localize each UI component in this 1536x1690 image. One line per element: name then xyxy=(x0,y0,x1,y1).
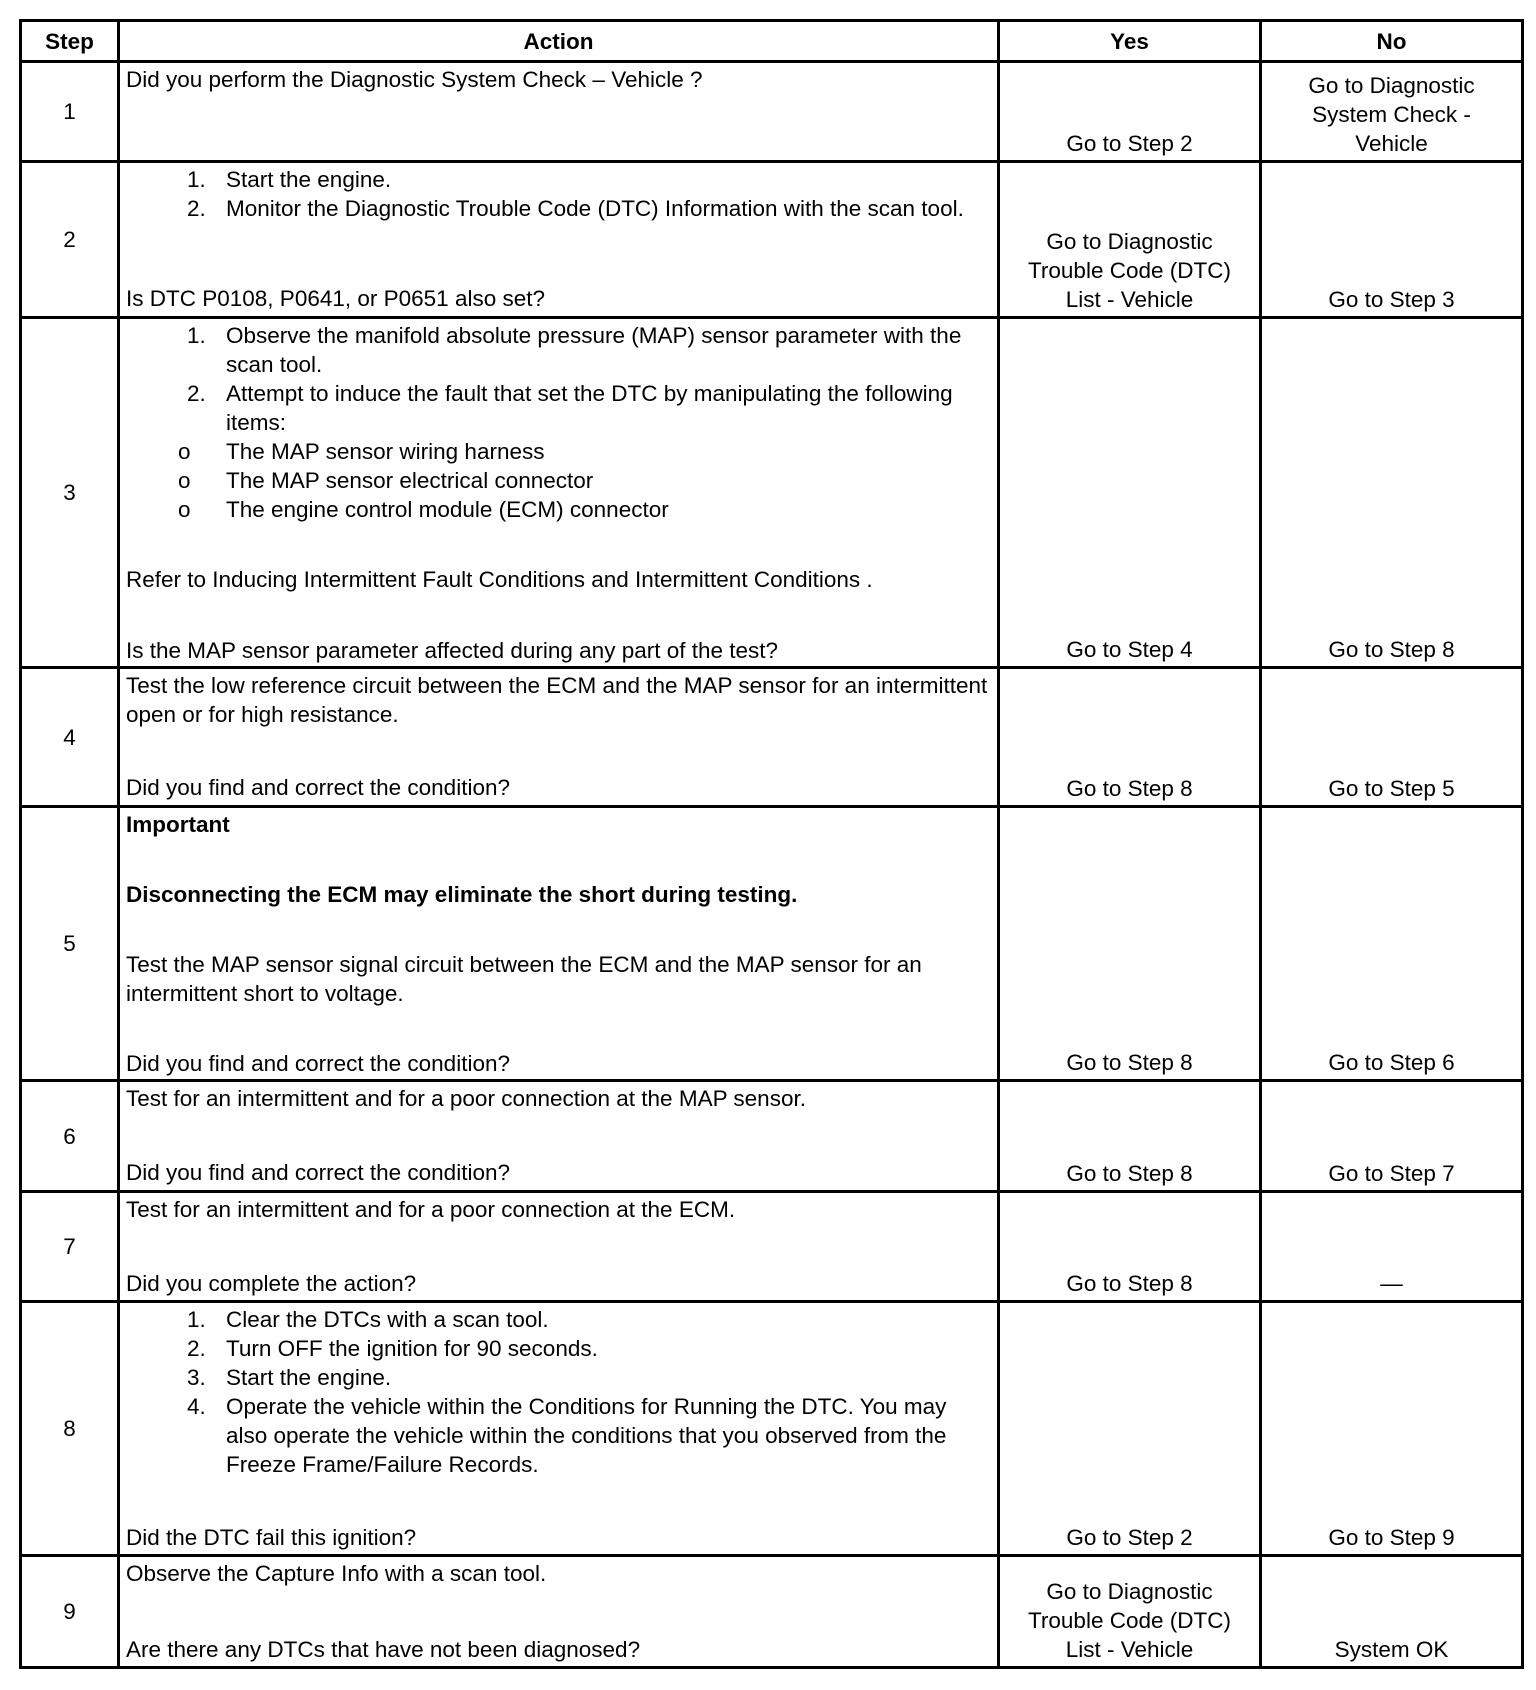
action-cell xyxy=(119,1555,999,1667)
action-note: Refer to Inducing Intermittent Fault Conditions and Intermittent Conditions . xyxy=(126,567,873,593)
action-cell xyxy=(119,317,999,668)
action-question: Is the MAP sensor parameter affected during any part of the test? xyxy=(126,637,779,663)
list-item: 2. Monitor the Diagnostic Trouble Code (DTC) Information with the scan tool. xyxy=(212,194,991,223)
action-cell xyxy=(119,162,999,317)
action-text: Test the MAP sensor signal circuit between the ECM and the MAP sensor for an intermittent short to voltage. xyxy=(126,951,922,1006)
action-sublist xyxy=(126,437,991,524)
header-no: No xyxy=(1261,21,1523,62)
step-number: 8 xyxy=(21,1302,119,1556)
yes-cell xyxy=(999,1555,1261,1667)
yes-cell: Go to Step 8 xyxy=(999,806,1261,1081)
diagnostic-table xyxy=(19,19,1524,1669)
header-step: Step xyxy=(21,21,119,62)
action-steps xyxy=(126,165,991,223)
yes-cell: Go to Step 4 xyxy=(999,317,1261,668)
list-item: 1. Start the engine. xyxy=(212,165,991,194)
no-cell: Go to Step 6 xyxy=(1261,806,1523,1081)
action-question: Did you find and correct the condition? xyxy=(126,1050,510,1076)
header-row xyxy=(21,21,1523,62)
action-text: Test for an intermittent and for a poor connection at the MAP sensor. xyxy=(126,1086,806,1112)
action-cell xyxy=(119,62,999,162)
step-number: 3 xyxy=(21,317,119,668)
table-row xyxy=(21,317,1523,668)
list-item: 4. Operate the vehicle within the Conditions for Running the DTC. You may also operate the vehicle within the conditions that you observed from the Freeze Frame/Failure Records. xyxy=(212,1392,991,1479)
step-number: 7 xyxy=(21,1191,119,1301)
step-number: 5 xyxy=(21,806,119,1081)
action-cell xyxy=(119,668,999,806)
no-cell: Go to Step 5 xyxy=(1261,668,1523,806)
no-cell: Go to Step 8 xyxy=(1261,317,1523,668)
yes-cell xyxy=(999,162,1261,317)
important-text: Disconnecting the ECM may eliminate the short during testing. xyxy=(126,881,798,907)
no-line: System Check - xyxy=(1312,102,1471,128)
header-yes: Yes xyxy=(999,21,1261,62)
step-number: 4 xyxy=(21,668,119,806)
table-row xyxy=(21,806,1523,1081)
action-cell xyxy=(119,1302,999,1556)
yes-line: Trouble Code (DTC) xyxy=(1028,1608,1231,1633)
table-row xyxy=(21,668,1523,806)
no-cell: Go to Step 9 xyxy=(1261,1302,1523,1556)
action-text: Test for an intermittent and for a poor connection at the ECM. xyxy=(126,1196,736,1222)
yes-cell: Go to Step 8 xyxy=(999,1081,1261,1191)
table-row xyxy=(21,1191,1523,1301)
no-line: Vehicle xyxy=(1355,131,1428,157)
action-text: Did you perform the Diagnostic System Check – Vehicle ? xyxy=(126,67,703,92)
header-action: Action xyxy=(119,21,999,62)
list-item xyxy=(212,379,991,437)
sublist-item: o The MAP sensor electrical connector xyxy=(226,466,991,495)
list-item: 1. Clear the DTCs with a scan tool. xyxy=(212,1305,991,1334)
yes-cell: Go to Step 8 xyxy=(999,668,1261,806)
action-steps xyxy=(126,321,991,437)
no-cell: — xyxy=(1261,1191,1523,1301)
yes-line: List - Vehicle xyxy=(1065,1637,1194,1662)
action-question: Is DTC P0108, P0641, or P0651 also set? xyxy=(126,286,545,312)
table-row xyxy=(21,62,1523,162)
action-cell xyxy=(119,1081,999,1191)
step-number: 1 xyxy=(21,62,119,162)
sublist-item: o The MAP sensor wiring harness xyxy=(226,437,991,466)
table-row xyxy=(21,1302,1523,1556)
yes-cell: Go to Step 8 xyxy=(999,1191,1261,1301)
yes-line: List - Vehicle xyxy=(1065,286,1194,312)
yes-line: Trouble Code (DTC) xyxy=(1028,257,1231,283)
no-cell: System OK xyxy=(1261,1555,1523,1667)
list-item: 2. Turn OFF the ignition for 90 seconds. xyxy=(212,1334,991,1363)
sublist-item: o The engine control module (ECM) connector xyxy=(226,495,991,524)
no-cell: Go to Step 3 xyxy=(1261,162,1523,317)
table-row xyxy=(21,1555,1523,1667)
action-text: Test the low reference circuit between the ECM and the MAP sensor for an intermittent open or for high resistance. xyxy=(126,673,988,728)
table-row xyxy=(21,162,1523,317)
yes-cell: Go to Step 2 xyxy=(999,1302,1261,1556)
action-cell xyxy=(119,1191,999,1301)
action-question: Did you find and correct the condition? xyxy=(126,1160,510,1186)
step-number: 9 xyxy=(21,1555,119,1667)
no-cell: Go to Step 7 xyxy=(1261,1081,1523,1191)
no-line: Go to Diagnostic xyxy=(1308,73,1475,99)
yes-cell: Go to Step 2 xyxy=(999,62,1261,162)
action-text: Observe the Capture Info with a scan tool. xyxy=(126,1560,547,1586)
action-question: Did the DTC fail this ignition? xyxy=(126,1525,417,1551)
action-question: Are there any DTCs that have not been diagnosed? xyxy=(126,1636,641,1662)
no-cell xyxy=(1261,62,1523,162)
action-steps xyxy=(126,1305,991,1479)
yes-line: Go to Diagnostic xyxy=(1046,1579,1213,1604)
list-item: 3. Start the engine. xyxy=(212,1363,991,1392)
list-item-text: Attempt to induce the fault that set the DTC by manipulating the following items: xyxy=(226,380,953,435)
step-number: 6 xyxy=(21,1081,119,1191)
important-label: Important xyxy=(126,811,230,837)
yes-line: Go to Diagnostic xyxy=(1046,228,1213,254)
list-item: 1. Observe the manifold absolute pressure (MAP) sensor parameter with the scan tool. xyxy=(212,321,991,379)
action-cell xyxy=(119,806,999,1081)
step-number: 2 xyxy=(21,162,119,317)
action-question: Did you complete the action? xyxy=(126,1270,417,1296)
table-row xyxy=(21,1081,1523,1191)
action-question: Did you find and correct the condition? xyxy=(126,775,510,801)
